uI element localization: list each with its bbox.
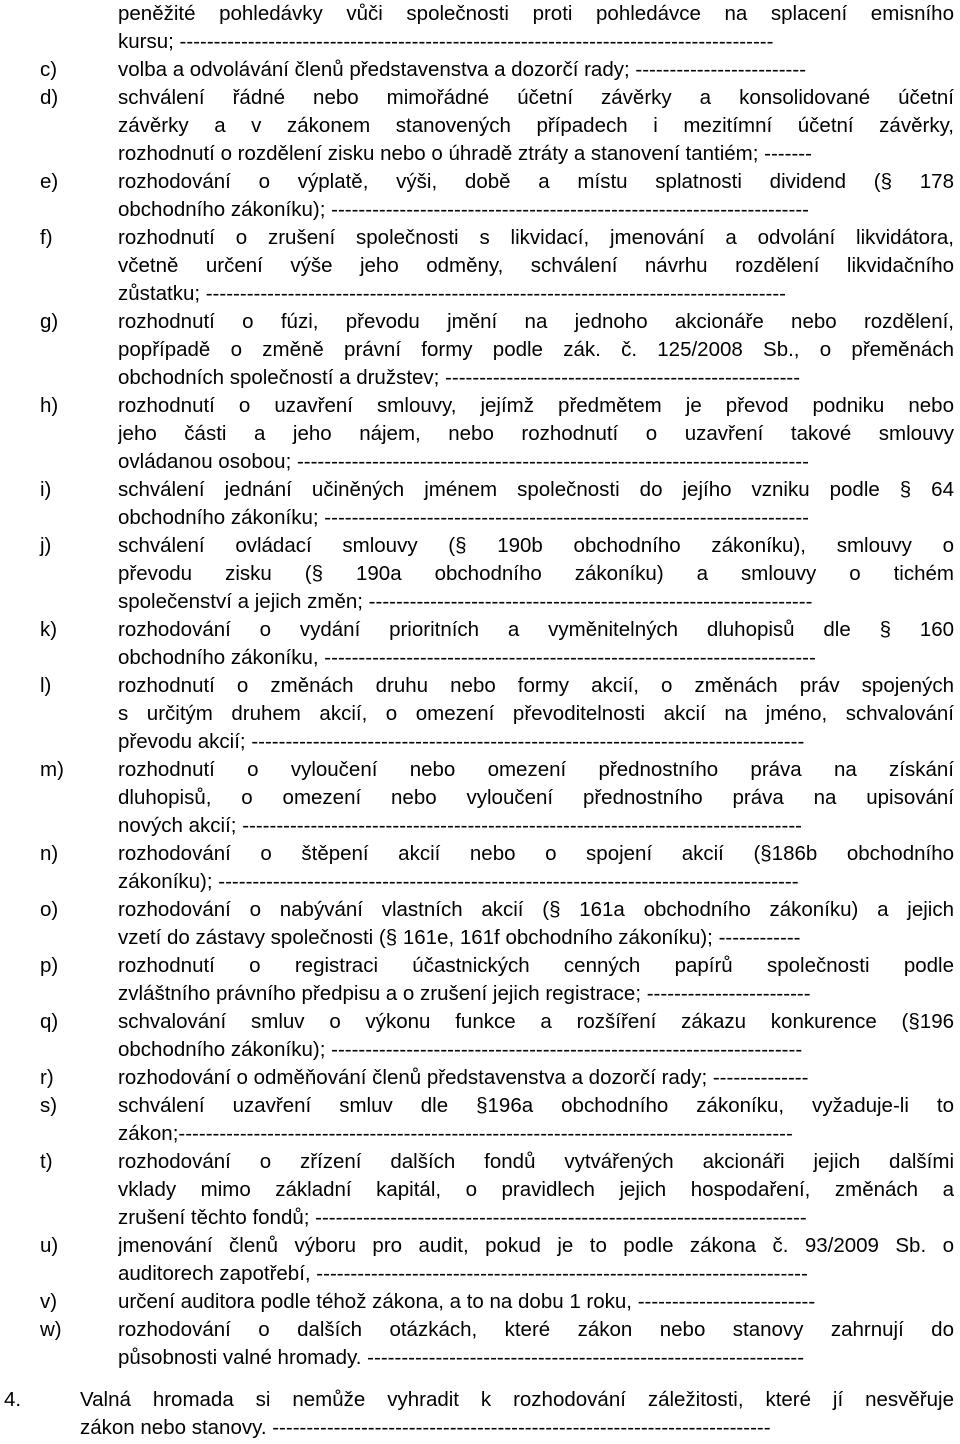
text-line: popřípadě o změně právní formy podle zák. č. 125/2008 Sb., o přeměnách (118, 338, 954, 361)
text-line: jmenování členů výboru pro audit, pokud je to podle zákona č. 93/2009 Sb. o (118, 1234, 954, 1257)
text-line: auditorech zapotřebí, ------------------------------------------------------------------------ (118, 1262, 808, 1285)
text-line: jeho části a jeho nájem, nebo rozhodnutí o uzavření takové smlouvy (118, 422, 954, 445)
item-marker: s) (40, 1094, 58, 1117)
text-line: rozhodnutí o fúzi, převodu jmění na jednoho akcionáře nebo rozdělení, (118, 310, 954, 333)
text-line: schvalování smluv o výkonu funkce a rozšíření zákazu konkurence (§196 (118, 1010, 954, 1033)
text-line: působnosti valné hromady. ---------------------------------------------------------------- (118, 1346, 805, 1369)
text-line: Valná hromada si nemůže vyhradit k rozhodování záležitosti, které jí nesvěřuje (80, 1388, 954, 1411)
text-line: rozhodování o výplatě, výši, době a místu splatnosti dividend (§ 178 (118, 170, 954, 193)
item-marker: h) (40, 394, 59, 417)
text-line: vklady mimo základní kapitál, o pravidlech jejich hospodaření, změnách a (118, 1178, 954, 1201)
text-line: volba a odvolávání členů představenstva a dozorčí rady; ------------------------- (118, 58, 807, 81)
item-marker: e) (40, 170, 59, 193)
text-line: převodu zisku (§ 190a obchodního zákoníku) a smlouvy o tichém (118, 562, 954, 585)
text-line: převodu akcií; --------------------------------------------------------------------------------- (118, 730, 805, 753)
text-line: určení auditora podle téhož zákona, a to na dobu 1 roku, -------------------------- (118, 1290, 816, 1313)
text-line: zákoníku); ------------------------------------------------------------------------------------- (118, 870, 799, 893)
text-line: schválení jednání učiněných jménem společnosti do jejího vzniku podle § 64 (118, 478, 954, 501)
item-marker: v) (40, 1290, 58, 1313)
item-marker: c) (40, 58, 58, 81)
item-marker: j) (40, 534, 52, 557)
item-marker: q) (40, 1010, 59, 1033)
text-line: rozhodování o zřízení dalších fondů vytvářených akcionáři jejich dalšími (118, 1150, 954, 1173)
text-line: nových akcií; ---------------------------------------------------------------------------------- (118, 814, 802, 837)
text-line: kursu; --------------------------------------------------------------------------------------- (118, 30, 774, 53)
text-line: obchodního zákoníku); ---------------------------------------------------------------------- (118, 198, 809, 221)
text-line: rozhodnutí o registraci účastnických cenných papírů společnosti podle (118, 954, 954, 977)
text-line: rozhodnutí o změnách druhu nebo formy akcií, o změnách práv spojených (118, 674, 954, 697)
text-line: obchodního zákoníku, ------------------------------------------------------------------------ (118, 646, 816, 669)
text-line: rozhodování o odměňování členů představenstva a dozorčí rady; -------------- (118, 1066, 809, 1089)
text-line: závěrky a v zákonem stanovených případech i mezitímní účetní závěrky, (118, 114, 954, 137)
text-line: schválení uzavření smluv dle §196a obchodního zákoníku, vyžaduje-li to (118, 1094, 954, 1117)
item-marker: g) (40, 310, 59, 333)
item-marker: i) (40, 478, 52, 501)
item-marker: t) (40, 1150, 53, 1173)
text-line: rozhodnutí o vyloučení nebo omezení přednostního práva na získání (118, 758, 954, 781)
item-marker: w) (40, 1318, 62, 1341)
text-line: rozhodování o štěpení akcií nebo o spojení akcií (§186b obchodního (118, 842, 954, 865)
item-marker: l) (40, 674, 52, 697)
text-line: rozhodování o vydání prioritních a vyměnitelných dluhopisů dle § 160 (118, 618, 954, 641)
item-marker: k) (40, 618, 58, 641)
text-line: rozhodování o dalších otázkách, které zákon nebo stanovy zahrnují do (118, 1318, 954, 1341)
text-line: společenství a jejich změn; ----------------------------------------------------------------- (118, 590, 813, 613)
text-line: zákon nebo stanovy. ------------------------------------------------------------------------- (80, 1416, 771, 1439)
text-line: obchodních společností a družstev; ---------------------------------------------------- (118, 366, 801, 389)
item-marker: m) (40, 758, 64, 781)
text-line: rozhodování o nabývání vlastních akcií (§ 161a obchodního zákoníku) a jejich (118, 898, 954, 921)
text-line: rozhodnutí o uzavření smlouvy, jejímž předmětem je převod podniku nebo (118, 394, 954, 417)
item-marker: u) (40, 1234, 59, 1257)
text-line: rozhodnutí o rozdělení zisku nebo o úhradě ztráty a stanovení tantiém; ------- (118, 142, 812, 165)
item-marker: o) (40, 898, 59, 921)
item-marker: r) (40, 1066, 54, 1089)
text-line: vzetí do zástavy společnosti (§ 161e, 161f obchodního zákoníku); ------------ (118, 926, 801, 949)
text-line: schválení ovládací smlouvy (§ 190b obchodního zákoníku), smlouvy o (118, 534, 954, 557)
text-line: zrušení těchto fondů; ------------------------------------------------------------------------ (118, 1206, 807, 1229)
text-line: ovládanou osobou; --------------------------------------------------------------------------- (118, 450, 809, 473)
text-line: zůstatku; ------------------------------------------------------------------------------------- (118, 282, 787, 305)
section-number: 4. (4, 1388, 22, 1411)
text-line: peněžité pohledávky vůči společnosti proti pohledávce na splacení emisního (118, 2, 954, 25)
text-line: s určitým druhem akcií, o omezení převoditelnosti akcií na jméno, schvalování (118, 702, 954, 725)
text-line: včetně určení výše jeho odměny, schválení návrhu rozdělení likvidačního (118, 254, 954, 277)
text-line: schválení řádné nebo mimořádné účetní závěrky a konsolidované účetní (118, 86, 954, 109)
text-line: zvláštního právního předpisu a o zrušení jejich registrace; ------------------------ (118, 982, 811, 1005)
item-marker: f) (40, 226, 53, 249)
item-marker: n) (40, 842, 59, 865)
text-line: obchodního zákoníku); --------------------------------------------------------------------- (118, 1038, 803, 1061)
text-line: zákon;------------------------------------------------------------------------------------------ (118, 1122, 793, 1145)
item-marker: p) (40, 954, 59, 977)
text-line: dluhopisů, o omezení nebo vyloučení přednostního práva na upisování (118, 786, 954, 809)
item-marker: d) (40, 86, 59, 109)
text-line: obchodního zákoníku; ----------------------------------------------------------------------- (118, 506, 809, 529)
text-line: rozhodnutí o zrušení společnosti s likvidací, jmenování a odvolání likvidátora, (118, 226, 954, 249)
